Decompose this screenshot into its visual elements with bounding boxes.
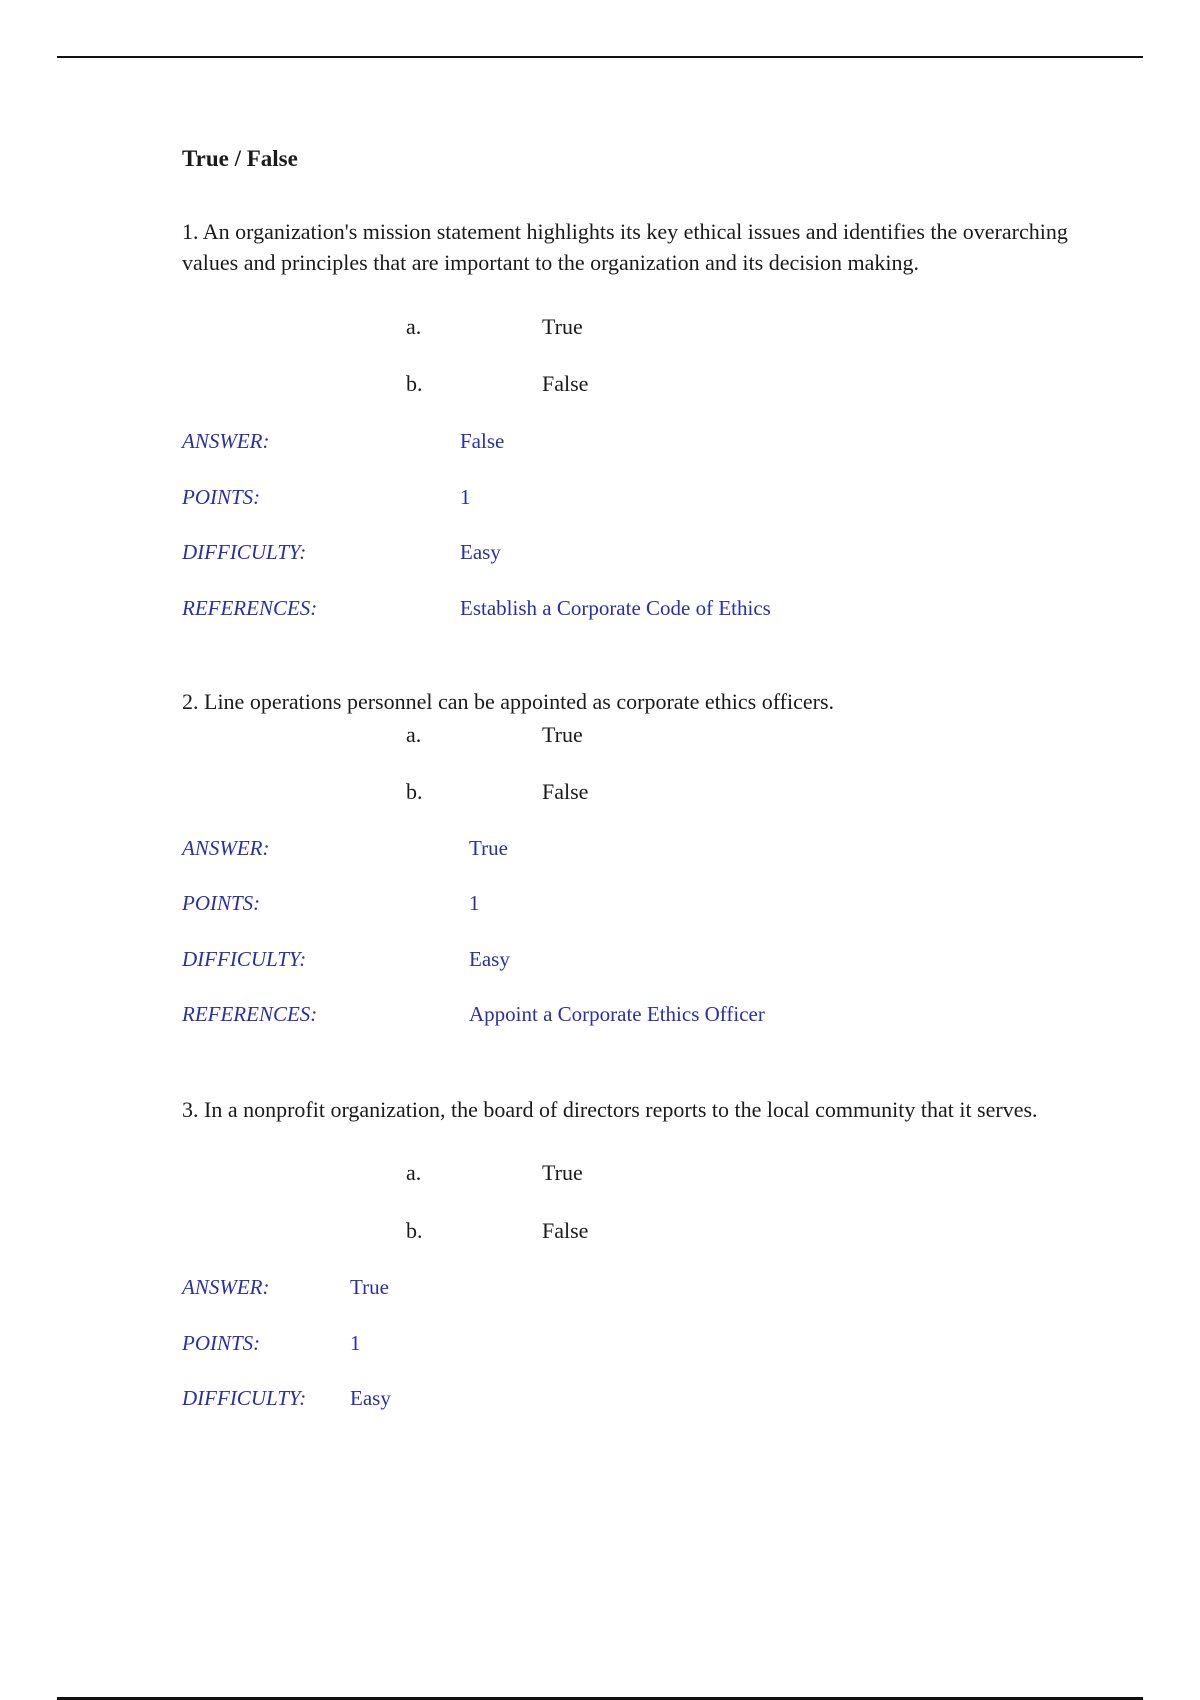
q1-references-value: Establish a Corporate Code of Ethics [460, 596, 771, 620]
q2-answer-value: True [469, 836, 508, 860]
q1-choice-b-letter: b. [406, 371, 423, 396]
q3-answer-label: ANSWER: [182, 1275, 270, 1299]
q1-difficulty-value: Easy [460, 540, 501, 564]
q2-references-label: REFERENCES: [182, 1002, 318, 1026]
q2-difficulty-label: DIFFICULTY: [182, 947, 307, 971]
q2-choice-a-letter: a. [406, 722, 422, 747]
q1-answer-value: False [460, 429, 505, 453]
q3-difficulty-label: DIFFICULTY: [182, 1386, 307, 1410]
q3-choice-a-letter: a. [406, 1160, 422, 1185]
q1-choice-a-text: True [542, 314, 583, 339]
q3-points-value: 1 [350, 1331, 361, 1355]
question-3-text: 3. In a nonprofit organization, the board of directors reports to the local community that it serves. [182, 1097, 1038, 1122]
q2-references-value: Appoint a Corporate Ethics Officer [469, 1002, 765, 1026]
q1-points-value: 1 [460, 485, 471, 509]
q2-choice-a-text: True [542, 722, 583, 747]
q1-answer-label: ANSWER: [182, 429, 270, 453]
q1-choice-b-text: False [542, 371, 589, 396]
q2-difficulty-value: Easy [469, 947, 510, 971]
question-1-text: 1. An organization's mission statement highlights its key ethical issues and identifies the overarching values and principles that are important to the organization and its decision making. [182, 219, 1068, 275]
q2-points-value: 1 [469, 891, 480, 915]
q1-references-label: REFERENCES: [182, 596, 318, 620]
q1-difficulty-label: DIFFICULTY: [182, 540, 307, 564]
q3-choice-b-text: False [542, 1218, 589, 1243]
q1-points-label: POINTS: [182, 485, 261, 509]
top-rule [57, 56, 1143, 58]
question-2-text: 2. Line operations personnel can be appointed as corporate ethics officers. [182, 689, 835, 714]
q3-answer-value: True [350, 1275, 389, 1299]
q3-choice-b-letter: b. [406, 1218, 423, 1243]
q3-choice-a-text: True [542, 1160, 583, 1185]
q3-points-label: POINTS: [182, 1331, 261, 1355]
q1-choice-a-letter: a. [406, 314, 422, 339]
q2-choice-b-letter: b. [406, 779, 423, 804]
q2-points-label: POINTS: [182, 891, 261, 915]
q2-choice-b-text: False [542, 779, 589, 804]
q3-difficulty-value: Easy [350, 1386, 391, 1410]
q2-answer-label: ANSWER: [182, 836, 270, 860]
section-title: True / False [182, 146, 298, 171]
